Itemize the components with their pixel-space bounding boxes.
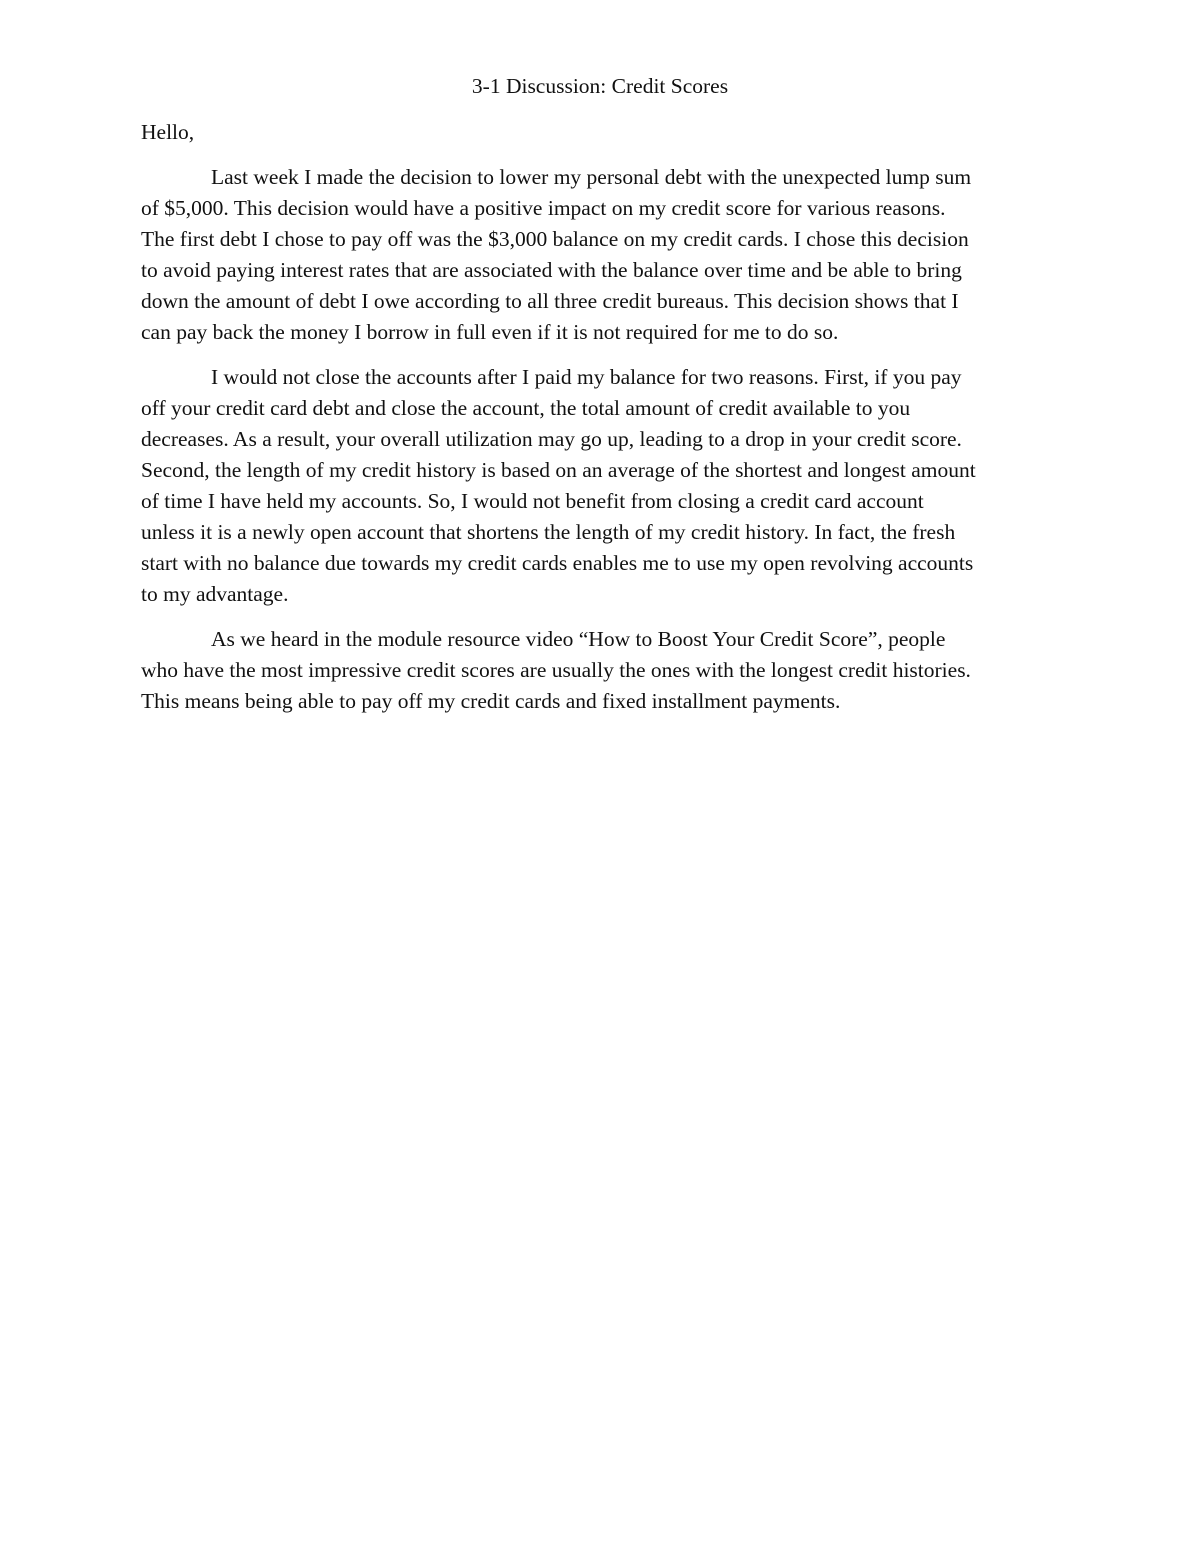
paragraph-2 (141, 362, 1061, 610)
paragraph-line: This means being able to pay off my credit cards and fixed installment payments. (141, 689, 841, 713)
paragraph-line: unless it is a newly open account that shortens the length of my credit history. In fact, the fresh (141, 520, 956, 544)
paragraph-line: down the amount of debt I owe according to all three credit bureaus. This decision shows that I (141, 289, 959, 313)
paragraph-1 (141, 162, 1061, 348)
paragraph-line: start with no balance due towards my credit cards enables me to use my open revolving accounts (141, 551, 974, 575)
paragraph-line: The first debt I chose to pay off was the $3,000 balance on my credit cards. I chose this decision (141, 227, 969, 251)
paragraph-line: can pay back the money I borrow in full even if it is not required for me to do so. (141, 320, 839, 344)
paragraph-line: As we heard in the module resource video “How to Boost Your Credit Score”, people (211, 627, 946, 651)
document-title: 3-1 Discussion: Credit Scores (471, 74, 729, 98)
paragraph-3 (141, 624, 1061, 717)
paragraph-line: off your credit card debt and close the account, the total amount of credit available to you (141, 396, 911, 420)
salutation: Hello, (141, 120, 195, 144)
paragraph-line: to my advantage. (141, 582, 289, 606)
paragraph-line: who have the most impressive credit scores are usually the ones with the longest credit histories. (141, 658, 971, 682)
paragraph-line: of time I have held my accounts. So, I would not benefit from closing a credit card account (141, 489, 924, 513)
paragraph-line: to avoid paying interest rates that are associated with the balance over time and be able to bring (141, 258, 962, 282)
paragraph-line: decreases. As a result, your overall utilization may go up, leading to a drop in your credit score. (141, 427, 962, 451)
document-body (141, 117, 1061, 731)
paragraph-line: Last week I made the decision to lower my personal debt with the unexpected lump sum (211, 165, 972, 189)
paragraph-line: Second, the length of my credit history is based on an average of the shortest and longest amount (141, 458, 976, 482)
paragraph-line: of $5,000. This decision would have a positive impact on my credit score for various reasons. (141, 196, 946, 220)
paragraph-line: I would not close the accounts after I paid my balance for two reasons. First, if you pay (211, 365, 962, 389)
